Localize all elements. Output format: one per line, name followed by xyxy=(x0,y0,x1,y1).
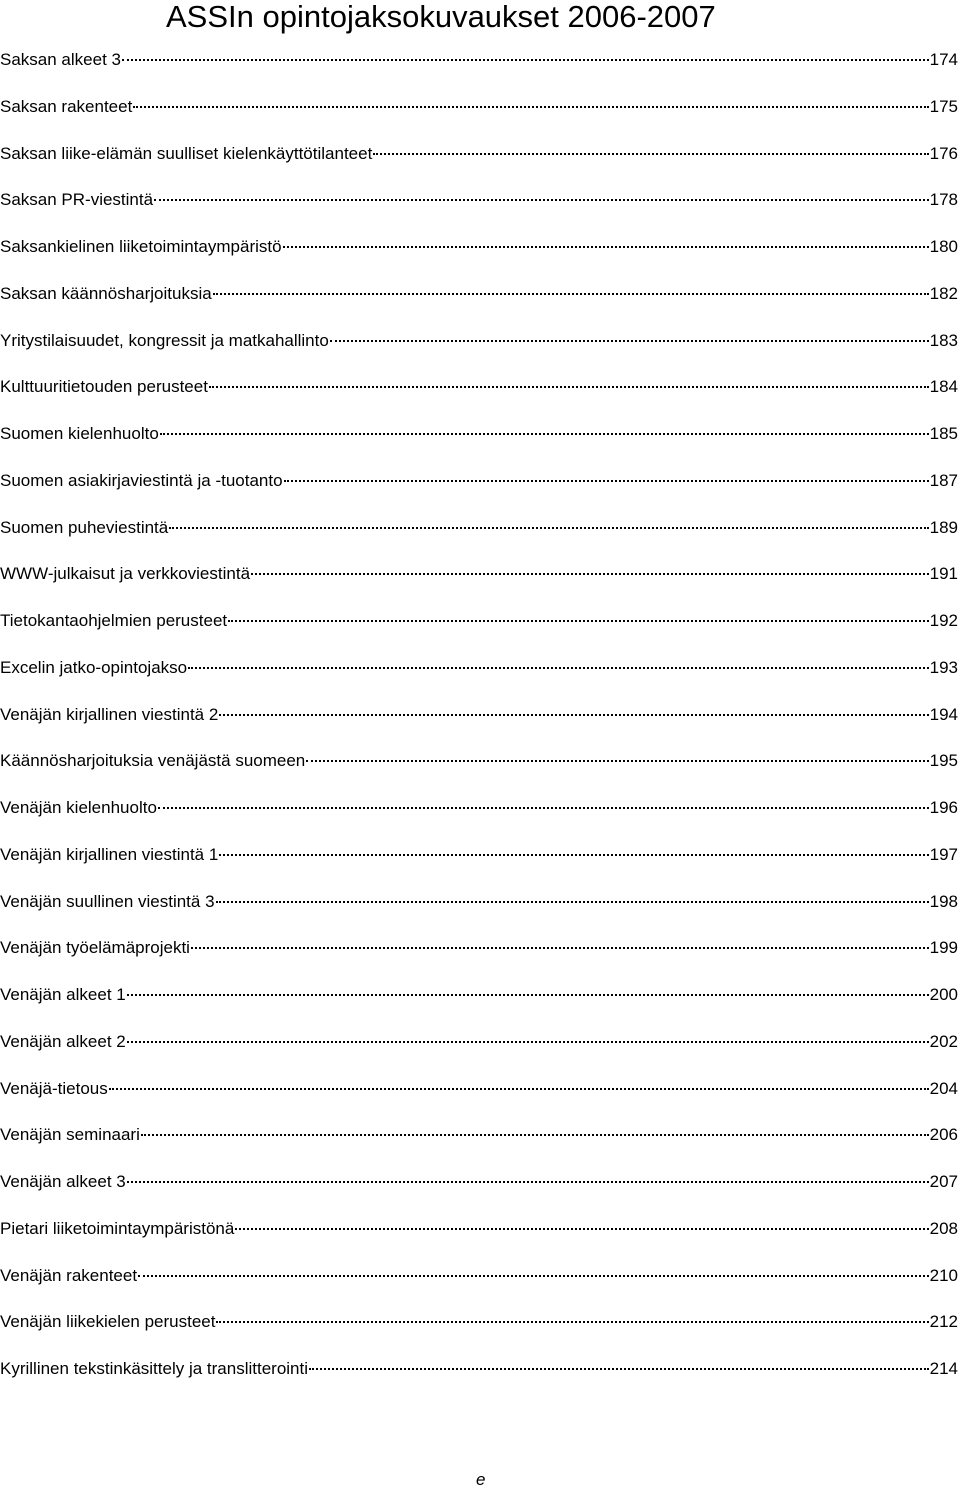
toc-entry[interactable] xyxy=(0,1355,958,1402)
toc-page-number: 193 xyxy=(929,657,958,677)
toc-entry-label: Tietokantaohjelmien perusteet xyxy=(0,611,228,630)
toc-entry-label: WWW-julkaisut ja verkkoviestintä xyxy=(0,564,251,584)
toc-page-number: 180 xyxy=(929,237,958,256)
toc-entry[interactable] xyxy=(0,1215,958,1262)
footer-mark: e xyxy=(476,1470,486,1489)
toc-entry[interactable] xyxy=(0,560,958,607)
toc-dot-leader xyxy=(283,246,929,248)
toc-page-number: 175 xyxy=(929,96,958,116)
toc-dot-leader xyxy=(191,947,929,949)
toc-entry[interactable] xyxy=(0,1121,958,1168)
toc-dot-leader xyxy=(228,620,929,622)
toc-dot-leader xyxy=(154,199,929,201)
toc-entry[interactable] xyxy=(0,1028,958,1075)
toc-page-number: 174 xyxy=(929,50,958,69)
toc-entry[interactable] xyxy=(0,186,958,233)
toc-entry[interactable] xyxy=(0,233,958,280)
toc-entry[interactable] xyxy=(0,607,958,654)
toc-entry[interactable] xyxy=(0,747,958,794)
toc-dot-leader xyxy=(251,573,929,575)
toc-entry[interactable] xyxy=(0,1168,958,1215)
toc-page-number: 200 xyxy=(929,985,958,1004)
toc-dot-leader xyxy=(122,59,929,61)
toc-dot-leader xyxy=(188,667,929,669)
toc-entry-label: Saksan rakenteet xyxy=(0,96,133,116)
toc-dot-leader xyxy=(127,994,929,996)
toc-page-number: 214 xyxy=(929,1359,958,1378)
toc-page-number: 176 xyxy=(929,143,958,163)
toc-dot-leader xyxy=(138,1275,929,1277)
toc-entry-label: Kulttuuritietouden perusteet xyxy=(0,377,208,397)
table-of-contents xyxy=(0,46,958,1402)
toc-page-number: 208 xyxy=(929,1218,958,1238)
toc-entry-label: Suomen kielenhuolto xyxy=(0,424,159,443)
toc-entry-label: Kyrillinen tekstinkäsittely ja translitterointi xyxy=(0,1359,309,1378)
toc-entry-label: Pietari liiketoimintaympäristönä xyxy=(0,1218,235,1238)
toc-entry[interactable] xyxy=(0,140,958,187)
toc-page-number: 204 xyxy=(929,1078,958,1098)
toc-entry-label: Venäjä-tietous xyxy=(0,1078,108,1098)
toc-entry-label: Saksan alkeet 3 xyxy=(0,50,121,69)
toc-page-number: 178 xyxy=(929,190,958,210)
toc-dot-leader xyxy=(141,1134,929,1136)
toc-entry[interactable] xyxy=(0,794,958,841)
toc-page-number: 202 xyxy=(929,1031,958,1051)
toc-dot-leader xyxy=(373,153,928,155)
toc-page-number: 196 xyxy=(929,798,958,817)
toc-dot-leader xyxy=(216,1321,928,1323)
toc-entry-label: Saksan liike-elämän suulliset kielenkäyttötilanteet xyxy=(0,143,373,163)
toc-dot-leader xyxy=(209,386,929,388)
toc-entry[interactable] xyxy=(0,1075,958,1122)
toc-dot-leader xyxy=(330,340,929,342)
toc-entry-label: Saksankielinen liiketoimintaympäristö xyxy=(0,237,282,256)
toc-dot-leader xyxy=(309,1368,929,1370)
toc-page-number: 207 xyxy=(929,1172,958,1191)
toc-dot-leader xyxy=(216,901,929,903)
toc-page-number: 182 xyxy=(929,283,958,303)
toc-entry-label: Venäjän rakenteet xyxy=(0,1265,138,1285)
toc-page-number: 197 xyxy=(929,844,958,864)
toc-dot-leader xyxy=(109,1088,929,1090)
toc-entry-label: Venäjän suullinen viestintä 3 xyxy=(0,891,215,911)
toc-page-number: 199 xyxy=(929,938,958,958)
toc-dot-leader xyxy=(235,1228,928,1230)
toc-dot-leader xyxy=(219,854,928,856)
toc-entry-label: Venäjän alkeet 2 xyxy=(0,1031,126,1051)
toc-entry[interactable] xyxy=(0,327,958,374)
toc-entry-label: Venäjän alkeet 3 xyxy=(0,1172,126,1191)
toc-page-number: 191 xyxy=(929,564,958,584)
toc-entry[interactable] xyxy=(0,1262,958,1309)
toc-entry[interactable] xyxy=(0,934,958,981)
toc-dot-leader xyxy=(160,433,929,435)
toc-dot-leader xyxy=(127,1041,929,1043)
toc-entry-label: Saksan käännösharjoituksia xyxy=(0,283,212,303)
toc-page-number: 194 xyxy=(929,704,958,724)
toc-entry-label: Venäjän seminaari xyxy=(0,1125,140,1145)
toc-entry-label: Venäjän työelämäprojekti xyxy=(0,938,190,958)
toc-entry[interactable] xyxy=(0,46,958,93)
toc-dot-leader xyxy=(127,1181,929,1183)
toc-entry-label: Venäjän kirjallinen viestintä 2 xyxy=(0,704,219,724)
toc-entry-label: Suomen asiakirjaviestintä ja -tuotanto xyxy=(0,470,283,490)
toc-entry[interactable] xyxy=(0,280,958,327)
toc-entry[interactable] xyxy=(0,701,958,748)
toc-page-number: 206 xyxy=(929,1125,958,1145)
toc-dot-leader xyxy=(158,807,929,809)
toc-page-number: 184 xyxy=(929,377,958,397)
toc-page-number: 189 xyxy=(929,517,958,537)
toc-entry-label: Venäjän liikekielen perusteet xyxy=(0,1312,216,1332)
toc-entry[interactable] xyxy=(0,420,958,467)
toc-entry[interactable] xyxy=(0,373,958,420)
toc-page-number: 187 xyxy=(929,470,958,490)
toc-page-number: 192 xyxy=(929,611,958,630)
toc-entry[interactable] xyxy=(0,467,958,514)
toc-page-number: 195 xyxy=(929,751,958,771)
toc-dot-leader xyxy=(169,527,928,529)
document-title: ASSIn opintojaksokuvaukset 2006-2007 xyxy=(166,0,716,34)
toc-entry[interactable] xyxy=(0,654,958,701)
toc-dot-leader xyxy=(219,714,928,716)
toc-entry-label: Yritystilaisuudet, kongressit ja matkahallinto xyxy=(0,330,329,350)
toc-dot-leader xyxy=(133,106,928,108)
toc-dot-leader xyxy=(306,760,928,762)
toc-entry[interactable] xyxy=(0,1308,958,1355)
toc-entry-label: Saksan PR-viestintä xyxy=(0,190,154,210)
toc-entry[interactable] xyxy=(0,888,958,935)
toc-entry[interactable] xyxy=(0,93,958,140)
toc-entry-label: Excelin jatko-opintojakso xyxy=(0,657,188,677)
toc-page-number: 183 xyxy=(929,330,958,350)
toc-entry[interactable] xyxy=(0,841,958,888)
toc-entry-label: Käännösharjoituksia venäjästä suomeen xyxy=(0,751,306,771)
toc-entry-label: Venäjän kirjallinen viestintä 1 xyxy=(0,844,219,864)
toc-entry[interactable] xyxy=(0,514,958,561)
toc-entry-label: Venäjän alkeet 1 xyxy=(0,985,126,1004)
toc-entry-label: Suomen puheviestintä xyxy=(0,517,169,537)
toc-page-number: 212 xyxy=(929,1312,958,1332)
toc-page-number: 185 xyxy=(929,424,958,443)
toc-entry[interactable] xyxy=(0,981,958,1028)
toc-dot-leader xyxy=(284,480,929,482)
toc-page-number: 198 xyxy=(929,891,958,911)
toc-page-number: 210 xyxy=(929,1265,958,1285)
toc-dot-leader xyxy=(213,293,929,295)
toc-entry-label: Venäjän kielenhuolto xyxy=(0,798,157,817)
